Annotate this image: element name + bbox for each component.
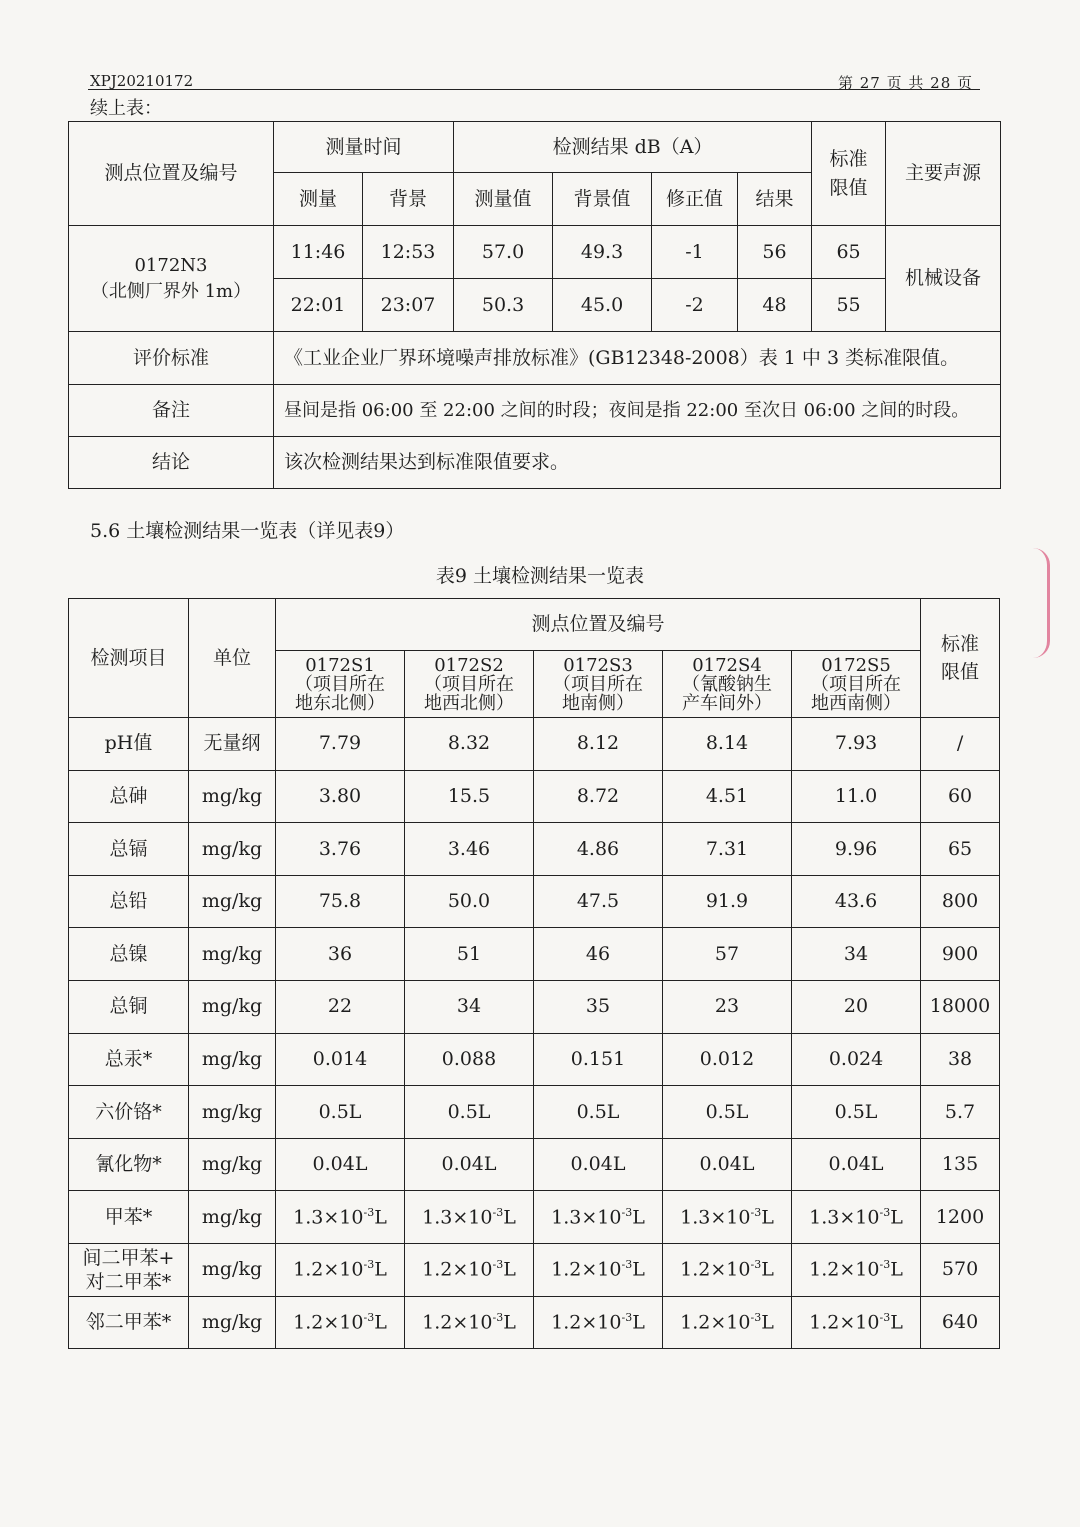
header-limit xyxy=(812,122,886,226)
cell-value: 4.86 xyxy=(534,823,663,876)
cell-unit: mg/kg xyxy=(189,1138,276,1191)
value-exponent: -3 xyxy=(750,1258,762,1272)
cell-value: 23 xyxy=(663,980,792,1033)
cell-value: 8.72 xyxy=(534,770,663,823)
point-id: 0172S1 xyxy=(305,654,375,676)
header-time: 测量时间 xyxy=(274,122,454,173)
value-suffix: L xyxy=(374,1205,387,1228)
value-base: 1.2×10 xyxy=(680,1258,751,1281)
cell-value: 0.04L xyxy=(534,1138,663,1191)
cell-value: 11.0 xyxy=(792,770,921,823)
cell-value: 9.96 xyxy=(792,823,921,876)
cell-value xyxy=(534,1296,663,1349)
cell-value: 0.5L xyxy=(663,1086,792,1139)
header-result-value: 结果 xyxy=(738,173,812,226)
cell-correction: -2 xyxy=(652,279,738,332)
table-row xyxy=(69,1243,1000,1296)
cell-limit: / xyxy=(921,718,1000,771)
cell-value xyxy=(534,1243,663,1296)
item-line1: 甲苯* xyxy=(104,1206,153,1229)
value-exponent: -3 xyxy=(492,1258,504,1272)
cell-value xyxy=(663,1296,792,1349)
cell-background-time: 12:53 xyxy=(363,226,454,279)
value-base: 1.2×10 xyxy=(680,1311,751,1334)
value-exponent: -3 xyxy=(750,1310,762,1324)
point-header xyxy=(405,651,534,718)
cell-value xyxy=(405,1191,534,1244)
table-row xyxy=(69,1138,1000,1191)
cell-limit: 65 xyxy=(812,226,886,279)
standard-text: 《工业企业厂界环境噪声排放标准》(GB12348-2008）表 1 中 3 类标准限值。 xyxy=(274,332,1001,385)
conclusion-label: 结论 xyxy=(69,437,274,489)
cell-unit: mg/kg xyxy=(189,770,276,823)
point-desc-line1: （项目所在 xyxy=(553,673,643,695)
point-desc-line1: （项目所在 xyxy=(295,673,385,695)
value-suffix: L xyxy=(632,1258,645,1281)
cell-limit: 135 xyxy=(921,1138,1000,1191)
cell-limit: 55 xyxy=(812,279,886,332)
table-row xyxy=(69,823,1000,876)
cell-unit: mg/kg xyxy=(189,928,276,981)
value-base: 1.2×10 xyxy=(422,1258,493,1281)
soil-table xyxy=(68,598,1000,1349)
cell-item: 总砷 xyxy=(69,770,189,823)
cell-item: 氰化物* xyxy=(69,1138,189,1191)
point-header xyxy=(663,651,792,718)
point-id: 0172S5 xyxy=(821,654,891,676)
header-unit: 单位 xyxy=(189,599,276,718)
cell-value: 0.5L xyxy=(534,1086,663,1139)
cell-measured-value: 57.0 xyxy=(454,226,553,279)
cell-value: 0.024 xyxy=(792,1033,921,1086)
table-row xyxy=(69,980,1000,1033)
cell-value: 8.14 xyxy=(663,718,792,771)
cell-item: 总镉 xyxy=(69,823,189,876)
point-desc-line1: （项目所在 xyxy=(424,673,514,695)
value-suffix: L xyxy=(890,1205,903,1228)
cell-unit: mg/kg xyxy=(189,1086,276,1139)
value-suffix: L xyxy=(503,1258,516,1281)
point-id: 0172S4 xyxy=(692,654,762,676)
value-suffix: L xyxy=(890,1258,903,1281)
cell-unit: mg/kg xyxy=(189,1033,276,1086)
cell-value: 35 xyxy=(534,980,663,1033)
item-line1: 间二甲苯+ xyxy=(82,1246,175,1269)
cell-unit: mg/kg xyxy=(189,823,276,876)
cell-value: 0.5L xyxy=(276,1086,405,1139)
cell-value xyxy=(792,1191,921,1244)
cell-unit: mg/kg xyxy=(189,1243,276,1296)
cell-item: pH值 xyxy=(69,718,189,771)
cell-value: 0.151 xyxy=(534,1033,663,1086)
cell-value: 46 xyxy=(534,928,663,981)
point-header xyxy=(792,651,921,718)
value-base: 1.2×10 xyxy=(293,1311,364,1334)
header-measured-value: 测量值 xyxy=(454,173,553,226)
cell-background-value: 49.3 xyxy=(553,226,652,279)
cell-value: 47.5 xyxy=(534,875,663,928)
cell-value xyxy=(534,1191,663,1244)
value-suffix: L xyxy=(761,1311,774,1334)
cell-unit: mg/kg xyxy=(189,1296,276,1349)
cell-value: 91.9 xyxy=(663,875,792,928)
cell-background-value: 45.0 xyxy=(553,279,652,332)
note-text: 昼间是指 06:00 至 22:00 之间的时段；夜间是指 22:00 至次日 06:00 之间的时段。 xyxy=(274,385,1001,437)
point-id: 0172N3 xyxy=(134,254,208,276)
value-exponent: -3 xyxy=(750,1205,762,1219)
point-desc-line1: （项目所在 xyxy=(811,673,902,695)
cell-measure-time: 11:46 xyxy=(274,226,363,279)
value-exponent: -3 xyxy=(621,1205,633,1219)
header-item: 检测项目 xyxy=(69,599,189,718)
cell-item: 总汞* xyxy=(69,1033,189,1086)
conclusion-text: 该次检测结果达到标准限值要求。 xyxy=(274,437,1001,489)
value-base: 1.2×10 xyxy=(551,1258,622,1281)
point-desc-line2: 地西南侧） xyxy=(811,692,902,714)
cell-value: 34 xyxy=(792,928,921,981)
standard-label: 评价标准 xyxy=(69,332,274,385)
stamp-edge-mark xyxy=(1033,548,1050,658)
cell-item: 总铜 xyxy=(69,980,189,1033)
cell-measure-time: 22:01 xyxy=(274,279,363,332)
value-suffix: L xyxy=(890,1311,903,1334)
cell-value: 7.93 xyxy=(792,718,921,771)
cell-value: 0.5L xyxy=(405,1086,534,1139)
cell-value xyxy=(276,1243,405,1296)
cell-limit: 65 xyxy=(921,823,1000,876)
cell-value: 15.5 xyxy=(405,770,534,823)
value-base: 1.3×10 xyxy=(422,1205,493,1228)
point-header xyxy=(534,651,663,718)
cell-limit: 900 xyxy=(921,928,1000,981)
cell-value: 75.8 xyxy=(276,875,405,928)
cell-correction: -1 xyxy=(652,226,738,279)
cell-value: 3.46 xyxy=(405,823,534,876)
cell-value: 36 xyxy=(276,928,405,981)
point-desc-line2: 地东北侧） xyxy=(295,692,385,714)
cell-item xyxy=(69,1243,189,1296)
cell-limit: 38 xyxy=(921,1033,1000,1086)
value-exponent: -3 xyxy=(492,1310,504,1324)
header-limit xyxy=(921,599,1000,718)
header-correction: 修正值 xyxy=(652,173,738,226)
item-line2: 对二甲苯* xyxy=(85,1270,172,1293)
cell-value: 4.51 xyxy=(663,770,792,823)
cell-unit: mg/kg xyxy=(189,1191,276,1244)
header-background-time: 背景 xyxy=(363,173,454,226)
cell-value: 0.014 xyxy=(276,1033,405,1086)
header-limit-text: 标准限值 xyxy=(941,632,980,683)
header-points: 测点位置及编号 xyxy=(276,599,921,651)
cell-value xyxy=(405,1243,534,1296)
cell-value: 0.04L xyxy=(792,1138,921,1191)
cell-value: 0.04L xyxy=(405,1138,534,1191)
value-suffix: L xyxy=(761,1205,774,1228)
header-source: 主要声源 xyxy=(886,122,1001,226)
header-rule xyxy=(88,89,980,90)
value-base: 1.2×10 xyxy=(809,1258,880,1281)
value-exponent: -3 xyxy=(363,1258,375,1272)
cell-limit: 800 xyxy=(921,875,1000,928)
cell-unit: mg/kg xyxy=(189,980,276,1033)
table-row xyxy=(69,770,1000,823)
value-base: 1.3×10 xyxy=(551,1205,622,1228)
header-limit-text: 标准限值 xyxy=(829,148,868,199)
cell-result: 56 xyxy=(738,226,812,279)
table-caption: 表9 土壤检测结果一览表 xyxy=(435,565,645,587)
value-exponent: -3 xyxy=(492,1205,504,1219)
cell-item: 六价铬* xyxy=(69,1086,189,1139)
cell-background-time: 23:07 xyxy=(363,279,454,332)
cell-value xyxy=(792,1243,921,1296)
note-label: 备注 xyxy=(69,385,274,437)
value-base: 1.3×10 xyxy=(293,1205,364,1228)
value-suffix: L xyxy=(503,1311,516,1334)
cell-item: 总镍 xyxy=(69,928,189,981)
cell-value: 7.79 xyxy=(276,718,405,771)
value-suffix: L xyxy=(632,1205,645,1228)
cell-item xyxy=(69,1191,189,1244)
value-exponent: -3 xyxy=(363,1205,375,1219)
value-exponent: -3 xyxy=(621,1258,633,1272)
cell-value xyxy=(276,1296,405,1349)
cell-limit: 18000 xyxy=(921,980,1000,1033)
table-row xyxy=(69,1191,1000,1244)
cell-value xyxy=(405,1296,534,1349)
cell-result: 48 xyxy=(738,279,812,332)
table-row xyxy=(69,1296,1000,1349)
value-base: 1.2×10 xyxy=(293,1258,364,1281)
point-desc-line1: （氰酸钠生 xyxy=(682,673,772,695)
cell-limit: 5.7 xyxy=(921,1086,1000,1139)
cell-value xyxy=(663,1191,792,1244)
cell-measured-value: 50.3 xyxy=(454,279,553,332)
point-id: 0172S3 xyxy=(563,654,633,676)
cell-value: 34 xyxy=(405,980,534,1033)
point-desc-line2: 产车间外） xyxy=(682,692,772,714)
value-base: 1.2×10 xyxy=(809,1311,880,1334)
value-exponent: -3 xyxy=(363,1310,375,1324)
point-desc-line2: 地南侧） xyxy=(562,692,634,714)
cell-limit: 570 xyxy=(921,1243,1000,1296)
table-row xyxy=(69,718,1000,771)
value-suffix: L xyxy=(503,1205,516,1228)
value-exponent: -3 xyxy=(879,1310,891,1324)
cell-item: 总铅 xyxy=(69,875,189,928)
cell-value: 43.6 xyxy=(792,875,921,928)
cell-value: 57 xyxy=(663,928,792,981)
cell-value: 22 xyxy=(276,980,405,1033)
value-suffix: L xyxy=(632,1311,645,1334)
cell-value: 0.088 xyxy=(405,1033,534,1086)
item-line1: 邻二甲苯* xyxy=(85,1311,172,1334)
cell-unit: 无量纲 xyxy=(189,718,276,771)
cell-value: 3.76 xyxy=(276,823,405,876)
value-base: 1.2×10 xyxy=(551,1311,622,1334)
cell-value xyxy=(663,1243,792,1296)
value-suffix: L xyxy=(374,1311,387,1334)
cell-value xyxy=(792,1296,921,1349)
value-suffix: L xyxy=(761,1258,774,1281)
cell-unit: mg/kg xyxy=(189,875,276,928)
cell-value: 8.12 xyxy=(534,718,663,771)
cell-limit: 60 xyxy=(921,770,1000,823)
header-point: 测点位置及编号 xyxy=(69,122,274,226)
continuation-label: 续上表： xyxy=(90,98,162,119)
cell-value: 3.80 xyxy=(276,770,405,823)
header-measure-time: 测量 xyxy=(274,173,363,226)
cell-limit: 640 xyxy=(921,1296,1000,1349)
table-row xyxy=(69,1033,1000,1086)
value-exponent: -3 xyxy=(621,1310,633,1324)
cell-value: 20 xyxy=(792,980,921,1033)
point-cell xyxy=(69,226,274,332)
cell-value: 50.0 xyxy=(405,875,534,928)
cell-value: 8.32 xyxy=(405,718,534,771)
cell-source: 机械设备 xyxy=(886,226,1001,332)
header-background-value: 背景值 xyxy=(553,173,652,226)
value-exponent: -3 xyxy=(879,1258,891,1272)
cell-value: 0.04L xyxy=(276,1138,405,1191)
cell-value: 0.04L xyxy=(663,1138,792,1191)
value-base: 1.3×10 xyxy=(809,1205,880,1228)
table-row xyxy=(69,875,1000,928)
document-number: XPJ20210172 xyxy=(90,72,194,90)
table-row xyxy=(69,1086,1000,1139)
point-desc-line2: 地西北侧） xyxy=(424,692,514,714)
page-indicator: 第 27 页 共 28 页 xyxy=(838,74,974,92)
value-exponent: -3 xyxy=(879,1205,891,1219)
value-base: 1.3×10 xyxy=(680,1205,751,1228)
point-location: （北侧厂界外 1m） xyxy=(90,280,252,302)
cell-value: 0.5L xyxy=(792,1086,921,1139)
value-suffix: L xyxy=(374,1258,387,1281)
point-id: 0172S2 xyxy=(434,654,504,676)
header-result: 检测结果 dB（A） xyxy=(454,122,812,173)
cell-value: 51 xyxy=(405,928,534,981)
cell-value: 7.31 xyxy=(663,823,792,876)
value-base: 1.2×10 xyxy=(422,1311,493,1334)
section-title: 5.6 土壤检测结果一览表（详见表9） xyxy=(90,520,405,542)
cell-value xyxy=(276,1191,405,1244)
cell-value: 0.012 xyxy=(663,1033,792,1086)
noise-table xyxy=(68,121,1001,489)
cell-item xyxy=(69,1296,189,1349)
cell-limit: 1200 xyxy=(921,1191,1000,1244)
table-row xyxy=(69,928,1000,981)
point-header xyxy=(276,651,405,718)
